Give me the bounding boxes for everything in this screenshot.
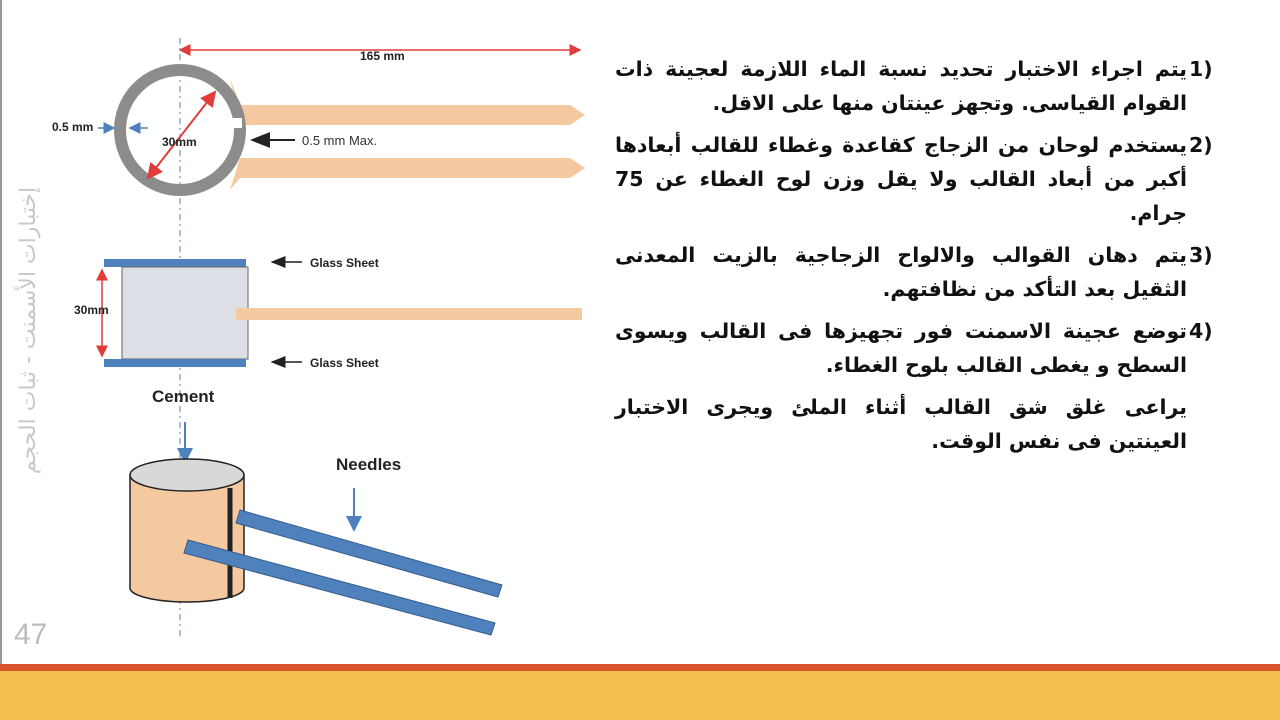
step-4-text: توضع عجينة الاسمنت فور تجهيزها فى القالب ويسوى السطح و يغطى القالب بلوح الغطاء. [615,319,1187,377]
glass-sheet-bottom [104,359,246,367]
vertical-slide-title-text: إختبارات الأسمنت - ثبات الحجم [16,186,42,474]
step-4-number: 4) [1189,319,1213,343]
slit-label: 0.5 mm Max. [302,133,378,148]
step-4 [615,314,1245,382]
needles-label: Needles [336,455,402,474]
footer-band [0,671,1280,720]
step-3-number: 3) [1189,243,1213,267]
needle-rod-upper [236,510,502,597]
side-needle [236,308,582,320]
page-number: 47 [14,618,48,651]
step-1-text: يتم اجراء الاختبار تحديد نسبة الماء اللازمة لعجينة ذات القوام القياسى. وتجهز عينتان منها على الاقل. [615,57,1187,115]
cylinder-body [130,475,244,602]
step-2-text: يستخدم لوحان من الزجاج كقاعدة وغطاء للقالب أبعادها أكبر من أبعاد القالب ولا يقل وزن لوح الغطاء عن 75 جرام. [615,133,1187,225]
wall-thickness-label: 0.5 mm [52,120,94,134]
glass-sheet-top [104,259,246,267]
cement-label: Cement [152,387,215,406]
procedure-text [615,52,1245,458]
slide-left-border [0,0,2,664]
step-3-text: يتم دهان القوالب والالواح الزجاجية بالزيت المعدنى الثقيل بعد التأكد من نظافتهم. [615,243,1187,301]
cylinder-top [130,459,244,491]
step-1 [615,52,1245,120]
top-dimension-label: 165 mm [360,49,405,63]
le-chatelier-diagram [40,30,600,660]
step-3 [615,238,1245,306]
diameter-label: 30mm [162,135,197,149]
closing-note: يراعى غلق شق القالب أثناء الملئ ويجرى الاختبار العينتين فى نفس الوقت. [615,395,1187,453]
step-2 [615,128,1245,230]
glass-sheet-top-label: Glass Sheet [310,256,379,270]
step-1-number: 1) [1189,57,1213,81]
ring-slit [226,118,242,128]
height-label: 30mm [74,303,109,317]
diagram-svg [40,30,600,660]
step-2-number: 2) [1189,133,1213,157]
upper-needle [230,78,585,125]
glass-sheet-bottom-label: Glass Sheet [310,356,379,370]
mould-side-view [122,267,248,359]
lower-needle [230,158,585,190]
footer-accent-line [0,664,1280,671]
